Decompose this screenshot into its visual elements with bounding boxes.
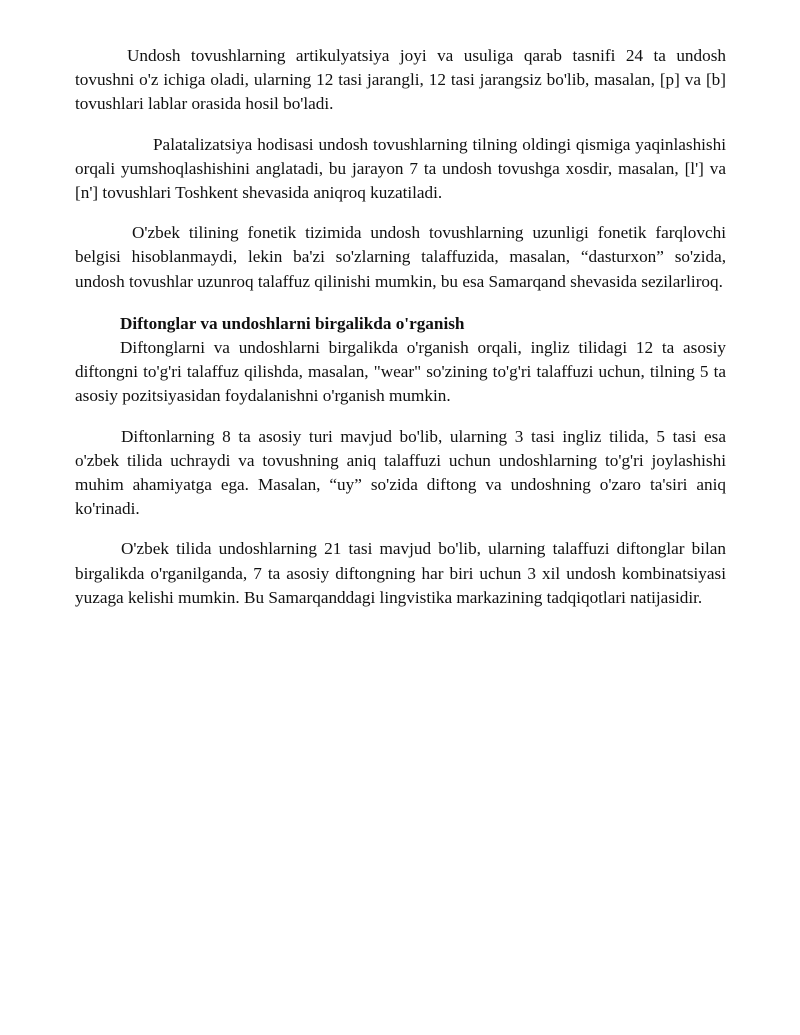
paragraph-diphthong-types: Diftonlarning 8 ta asosiy turi mavjud bo'lib, ularning 3 tasi ingliz tilida, 5 tasi esa o'zbek tilida uchraydi va tovushning aniq talaffuzi uchun undoshlarning to'g'ri joylashishi muhim ahamiyatga ega. Masalan, “uy” so'zida diftong va undoshning o'zaro ta'siri aniq ko'rinadi. (75, 426, 726, 519)
paragraph-diphthongs-consonants: Diftonglarni va undoshlarni birgalikda o'rganish orqali, ingliz tilidagi 12 ta asosiy diftongni to'g'ri talaffuz qilishda, masalan, "wear" so'zining to'g'ri talaffuzi uchun, tilning 5 ta asosiy pozitsiyasidan foydalanishni o'rganish mumkin. (75, 338, 726, 406)
paragraph-palatalization: Palatalizatsiya hodisasi undosh tovushlarning tilning oldingi qismiga yaqinlashishi orqali yumshoqlashishini anglatadi, bu jarayon 7 ta undosh tovushga xosdir, masalan, [l'] va [n'] tovushlari Toshkent shevasida aniqroq kuzatiladi. (75, 134, 726, 203)
paragraph-consonant-classification: Undosh tovushlarning artikulyatsiya joyi va usuliga qarab tasnifi 24 ta undosh tovushni o'z ichiga oladi, ularning 12 tasi jarangli, 12 tasi jarangsiz bo'lib, masalan, [p] va [b] tovushlari lablar orasida hosil bo'ladi. (75, 46, 726, 114)
section-heading: Diftonglar va undoshlarni birgalikda o'rganish (120, 313, 465, 333)
document-body (75, 44, 726, 610)
paragraph-uzbek-consonants: O'zbek tilida undoshlarning 21 tasi mavjud bo'lib, ularning talaffuzi diftonglar bilan birgalikda o'rganilganda, 7 ta asosiy diftongning har biri uchun 3 xil undosh kombinatsiyasi yuzaga kelishi mumkin. Bu Samarqanddagi lingvistika markazining tadqiqotlari natijasidir. (75, 539, 726, 607)
paragraph-consonant-length: O'zbek tilining fonetik tizimida undosh tovushlarning uzunligi fonetik farqlovchi belgisi hisoblanmaydi, lekin ba'zi so'zlarning talaffuzida, masalan, “dasturxon” so'zida, undosh tovushlar uzunroq talaffuz qilinishi mumkin, bu esa Samarqand shevasida sezilarliroq. (75, 223, 726, 291)
